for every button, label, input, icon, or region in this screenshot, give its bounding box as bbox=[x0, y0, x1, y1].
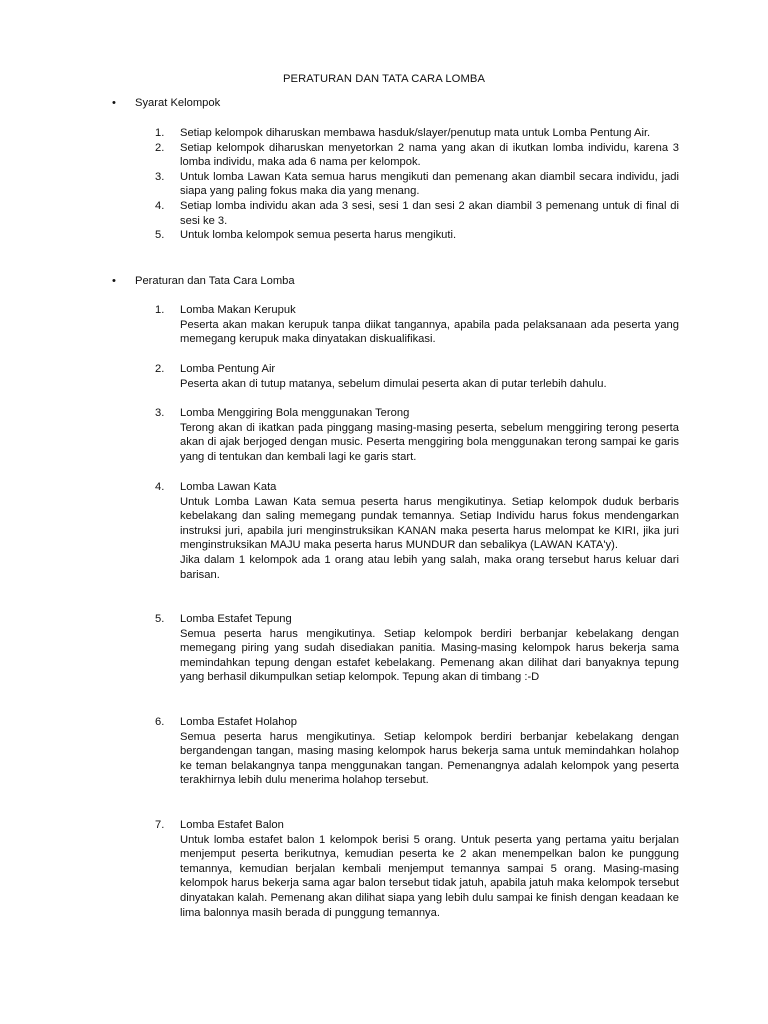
list-item bbox=[155, 228, 679, 243]
rule-paragraph: Peserta akan di tutup matanya, sebelum dimulai peserta akan di putar terlebih dahulu. bbox=[180, 377, 607, 390]
list-item-number: 5. bbox=[155, 229, 165, 242]
rule-body bbox=[180, 627, 679, 685]
rule-body bbox=[180, 833, 679, 921]
bullet-icon: • bbox=[112, 275, 116, 287]
rule-paragraph: Semua peserta harus mengikutinya. Setiap kelompok berdiri berbanjar kebelakang dengan bergandengan tangan, masing masing kelompok harus bekerja sama untuk memindahkan holahop ke teman belakangnya tanpa menggunakan tangan. Pemenangnya adalah kelompok yang peserta terakhirnya lebih dulu menerima holahop tersebut. bbox=[180, 730, 679, 787]
list-item-number: 4. bbox=[155, 199, 165, 212]
rule-number: 4. bbox=[155, 481, 165, 493]
rule-title: Lomba Makan Kerupuk bbox=[180, 304, 296, 316]
requirements-list bbox=[155, 126, 679, 243]
rule-paragraph: Semua peserta harus mengikutinya. Setiap kelompok berdiri berbanjar kebelakang dengan memegang piring yang sudah disediakan panitia. Masing-masing kelompok harus bekerja sama memindahkan tepung dengan estafet kebelakang. Pemenang akan dilihat dari banyaknya tepung yang berhasil dikumpulkan setiap kelompok. Tepung akan di timbang :-D bbox=[180, 627, 679, 684]
bullet-icon: • bbox=[112, 97, 116, 109]
rule-title: Lomba Estafet Tepung bbox=[180, 613, 292, 625]
rule-body bbox=[180, 730, 679, 788]
rule-number: 6. bbox=[155, 716, 165, 728]
rule-number: 3. bbox=[155, 407, 165, 419]
document-title: PERATURAN DAN TATA CARA LOMBA bbox=[282, 73, 486, 85]
list-item-number: 1. bbox=[155, 127, 165, 139]
rule-title: Lomba Pentung Air bbox=[180, 363, 276, 375]
list-item bbox=[155, 170, 679, 199]
rule-title: Lomba Menggiring Bola menggunakan Terong bbox=[180, 407, 410, 419]
rule-paragraph: Terong akan di ikatkan pada pinggang masing-masing peserta, sebelum menggiring terong peserta akan di ajak berjoged dengan music. Peserta menggiring bola menggunakan terong sampai ke garis yang di tentukan dan kembali lagi ke garis start. bbox=[180, 421, 679, 463]
section-heading-text: Syarat Kelompok bbox=[135, 97, 221, 109]
list-item bbox=[155, 126, 679, 141]
section-heading-text: Peraturan dan Tata Cara Lomba bbox=[135, 275, 295, 287]
rule-title: Lomba Estafet Holahop bbox=[180, 716, 297, 728]
rule-body bbox=[180, 377, 679, 392]
rule-number: 2. bbox=[155, 363, 165, 375]
rule-paragraph: Peserta akan makan kerupuk tanpa diikat tangannya, apabila pada pelaksanaan ada peserta yang memegang kerupuk maka dinyatakan diskualifikasi. bbox=[180, 318, 679, 346]
rule-number: 1. bbox=[155, 304, 165, 316]
rule-title: Lomba Lawan Kata bbox=[180, 481, 277, 493]
list-item-text: Setiap lomba individu akan ada 3 sesi, sesi 1 dan sesi 2 akan diambil 3 pemenang untuk di final di sesi ke 3. bbox=[180, 199, 679, 227]
rule-body bbox=[180, 421, 679, 465]
list-item bbox=[155, 141, 679, 170]
rule-number: 5. bbox=[155, 613, 165, 625]
list-item-text: Untuk lomba kelompok semua peserta harus mengikuti. bbox=[180, 229, 457, 242]
rule-paragraph: Jika dalam 1 kelompok ada 1 orang atau lebih yang salah, maka orang tersebut harus keluar dari barisan. bbox=[180, 553, 679, 581]
rule-paragraph: Untuk Lomba Lawan Kata semua peserta harus mengikutinya. Setiap kelompok duduk berbaris kebelakang dan saling memegang pundak temannya. Setiap Individu harus fokus mendengarkan instruksi juri, apabila juri menginstruksikan KANAN maka peserta harus melompat ke KIRI, jika juri menginstruksikan MAJU maka peserta harus MUNDUR dan sebalikya (LAWAN KATA'y). bbox=[180, 495, 679, 552]
rule-title: Lomba Estafet Balon bbox=[180, 819, 284, 831]
list-item-text: Setiap kelompok diharuskan menyetorkan 2 nama yang akan di ikutkan lomba individu, karena 3 lomba individu, maka ada 6 nama per kelompok. bbox=[180, 141, 679, 169]
rule-body bbox=[180, 318, 679, 347]
list-item-text: Setiap kelompok diharuskan membawa hasduk/slayer/penutup mata untuk Lomba Pentung Air. bbox=[180, 127, 651, 139]
list-item bbox=[155, 199, 679, 228]
list-item-text: Untuk lomba Lawan Kata semua harus mengikuti dan pemenang akan diambil secara individu, jadi siapa yang paling fokus maka dia yang menang. bbox=[180, 170, 679, 198]
list-item-number: 2. bbox=[155, 141, 165, 154]
rule-body bbox=[180, 495, 679, 583]
rule-number: 7. bbox=[155, 819, 165, 831]
list-item-number: 3. bbox=[155, 170, 165, 183]
rule-paragraph: Untuk lomba estafet balon 1 kelompok berisi 5 orang. Untuk peserta yang pertama yaitu berjalan menjemput peserta berikutnya, kemudian peserta ke 2 akan menempelkan balon ke punggung temannya, kemudian berjalan kembali menjemput temannya sampai 5 orang. Masing-masing kelompok harus bekerja sama agar balon tersebut tidak jatuh, apabila jatuh maka kelompok tersebut dinyatakan kalah. Pemenang akan dilihat siapa yang lebih dulu sampai ke finish dengan keadaan ke lima balonnya masih berada di punggung temannya. bbox=[180, 833, 679, 919]
